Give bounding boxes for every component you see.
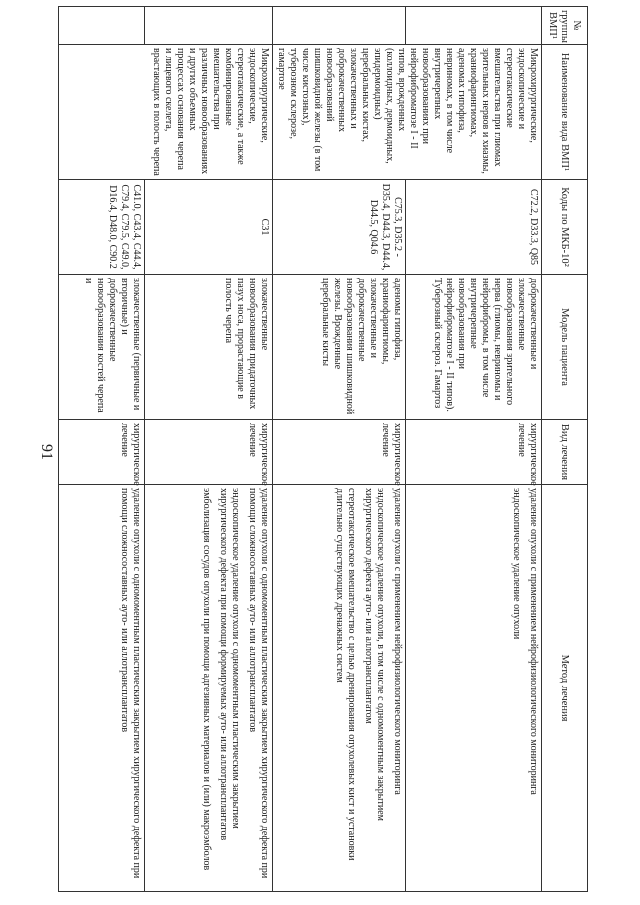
- method-item: эндоскопическое удаление опухоли, в том числе с одномоментным закрытием хирургического дефекта ауто- или аллотрансплантатом: [363, 488, 387, 821]
- cell-codes: C75.3, D35.2 - D35.4, D44.3, D44.4, D44.5, Q04.6: [273, 180, 406, 275]
- method-item: эндоскопическое удаление опухоли: [511, 488, 522, 640]
- cell-model: доброкачественные и злокачественные новообразования зрительного нерва (глиомы, невриномы и нейрофибромы, в том числе внутричерепные новообразования при нейрофиброматозе I - II типов). Туберозный склероз. Гамартоз: [406, 275, 542, 420]
- header-row: [542, 7, 588, 892]
- cell-model: аденомы гипофиза, краниофарингиомы, злокачественные и доброкачественные новообразования шишковидной железы. Врожденные церебральные кисты: [273, 275, 406, 420]
- cell-num: [406, 7, 542, 45]
- method-item: удаление опухоли с применением нейрофизиологического мониторинга: [392, 488, 404, 795]
- cell-model: злокачественные новообразования придаточных пазух носа, прорастающие в полость черепа: [145, 275, 273, 420]
- cell-num: [145, 7, 273, 45]
- cell-codes: C41.0, C43.4, C44.4, C79.4, C79.5, C49.0, D16.4, D48.0, C90.2: [59, 180, 145, 275]
- cell-method: [273, 485, 406, 892]
- table-row: [145, 7, 273, 892]
- method-item: эндоскопическое удаление опухоли с одномоментным пластическим закрытием хирургического дефекта при помощи формируемых ауто- или аллотрансплантатов: [218, 488, 241, 841]
- cell-model: злокачественные (первичные и вторичные) и доброкачественные новообразования костей черепа и: [59, 275, 145, 420]
- cell-method: [145, 485, 273, 892]
- cell-codes: C72.2, D33.3, Q85: [406, 180, 542, 275]
- header-num: № группы ВМП¹: [542, 7, 588, 45]
- cell-type: хирургическое лечение: [273, 420, 406, 485]
- cell-type: хирургическое лечение: [406, 420, 542, 485]
- method-item: удаление опухоли с одномоментным пластическим закрытием хирургического дефекта при помощи сложносоставных ауто- или аллотрансплантатов: [247, 488, 270, 879]
- rotated-table-wrapper: [58, 6, 588, 891]
- cell-type: хирургическое лечение: [59, 420, 145, 485]
- table-row: [406, 7, 542, 892]
- header-codes: Коды по МКБ-10²: [542, 180, 588, 275]
- cell-num: [273, 7, 406, 45]
- cell-name: Микрохирургические, эндоскопические и стереотаксические вмешательства при глиомах зрительных нервов и хиазмы, краниофарингиомах, аденомах гипофиза, невриномах, в том числе внутричерепных новообразованиях при нейрофиброматозе I - II типов, врожденных (коллоидных, дермоидных, эпидермоидных) церебральных кистах, злокачественных и доброкачественных новообразований шишковидной железы (в том числе кистозных), туберозном склерозе, гамартозе: [273, 45, 542, 180]
- method-item: эмболизация сосудов опухоли при помощи адгезивных материалов и (или) макроэмболов: [201, 488, 212, 871]
- header-model: Модель пациента: [542, 275, 588, 420]
- header-name: Наименование вида ВМП¹: [542, 45, 588, 180]
- method-item: удаление опухоли с одномоментным пластическим закрытием хирургического дефекта при помощи сложносоставных ауто- или аллотрансплантатов: [119, 488, 142, 879]
- page-number: 91: [38, 444, 55, 460]
- header-method: Метод лечения: [542, 485, 588, 892]
- treatment-table: [58, 6, 588, 892]
- method-item: стереотаксическое вмешательство с целью дренирования опухолевых кист и установки длительно существующих дренажных систем: [334, 488, 358, 861]
- cell-num: [59, 7, 145, 45]
- cell-name: Микрохирургические, эндоскопические, стереотаксические, а также комбинированные вмешательства при различных новообразованиях и других объемных процессах основания черепа и лицевого скелета, врастающих в полость черепа: [59, 45, 273, 180]
- cell-method: [59, 485, 145, 892]
- method-item: удаление опухоли с применением нейрофизиологического мониторинга: [528, 488, 539, 795]
- cell-method: [406, 485, 542, 892]
- cell-codes: C31: [145, 180, 273, 275]
- cell-type: хирургическое лечение: [145, 420, 273, 485]
- header-type: Вид лечения: [542, 420, 588, 485]
